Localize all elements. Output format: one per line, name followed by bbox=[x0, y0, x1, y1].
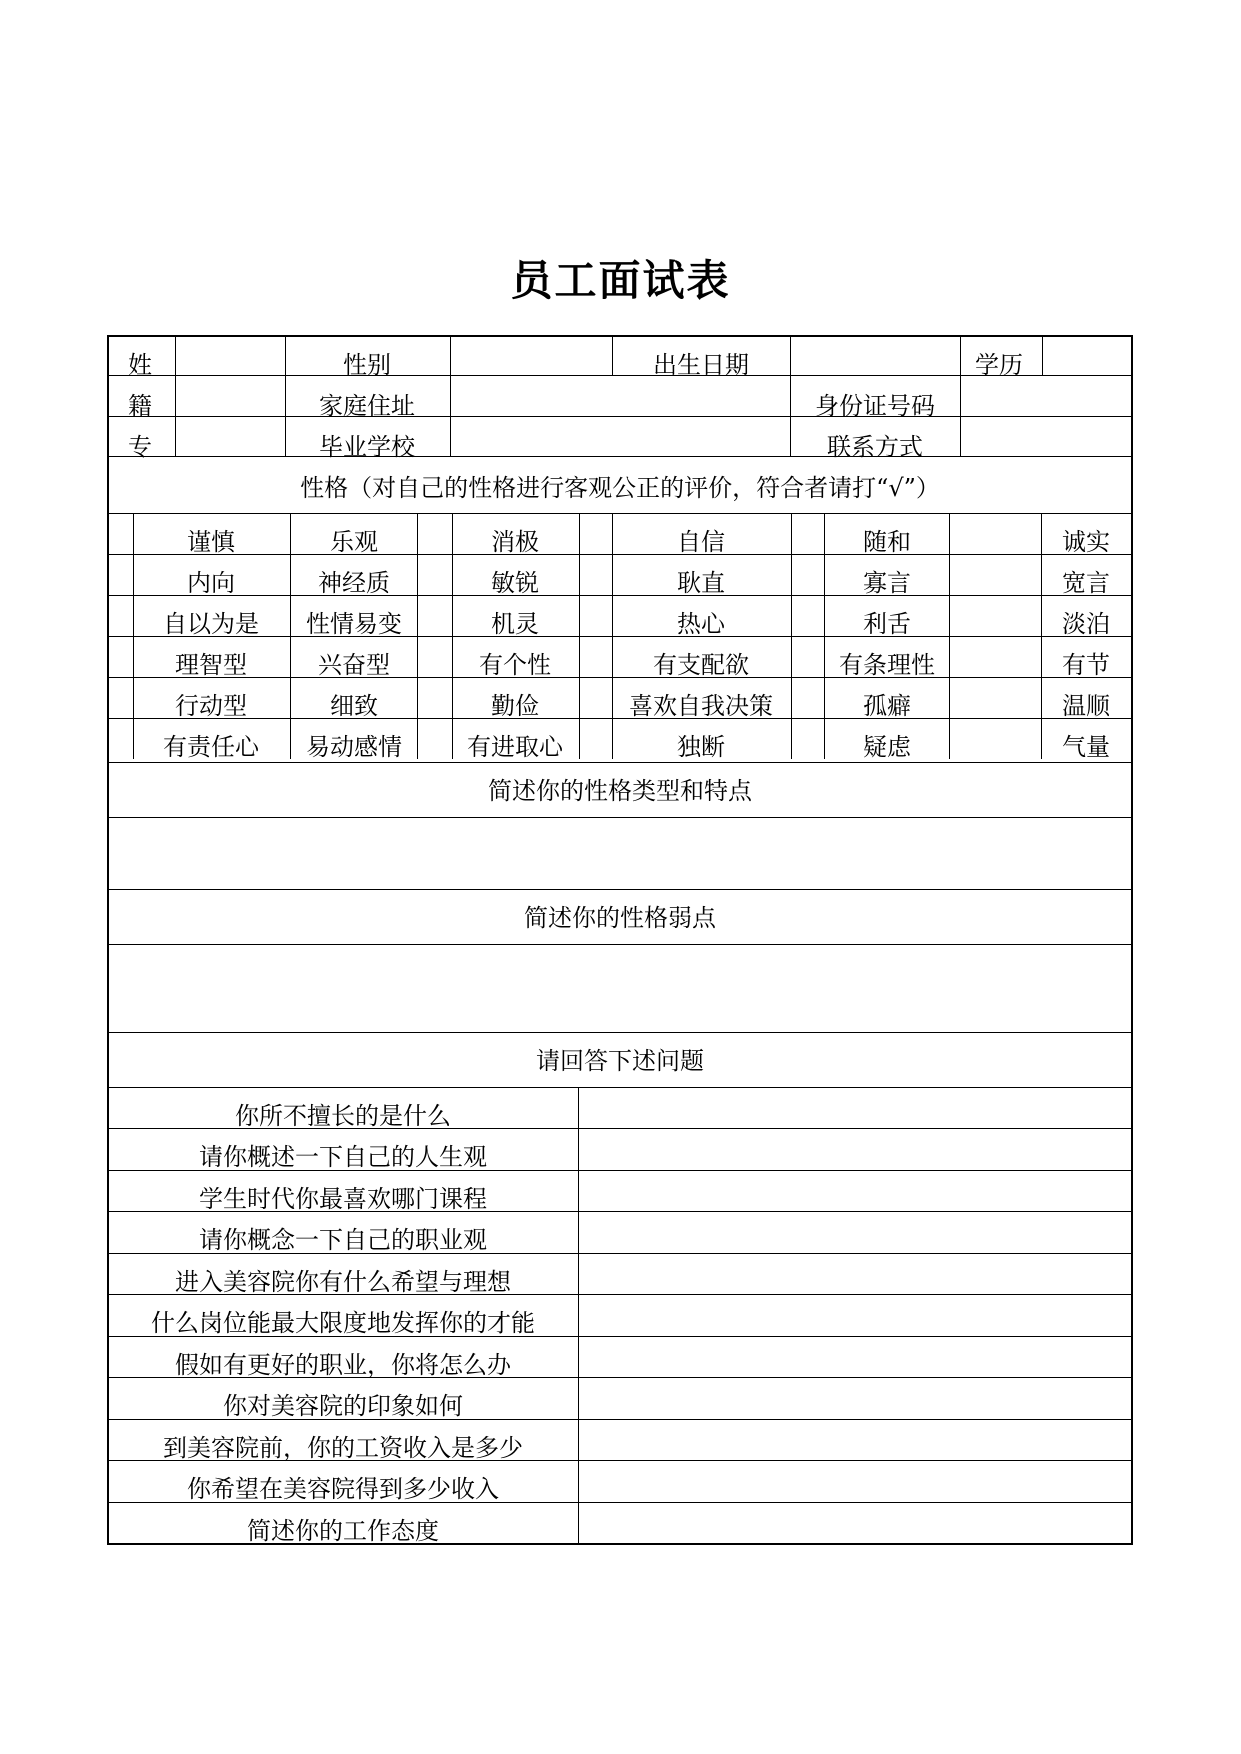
trait-check-cell[interactable] bbox=[580, 555, 612, 594]
gender-input[interactable] bbox=[451, 337, 611, 375]
school-label: 毕业学校 bbox=[319, 433, 415, 461]
trait-check-cell[interactable] bbox=[109, 514, 133, 553]
trait-label: 细致 bbox=[330, 692, 378, 720]
question-answer-field[interactable] bbox=[580, 1254, 1131, 1293]
trait-label: 神经质 bbox=[318, 569, 390, 597]
trait-label: 行动型 bbox=[175, 692, 247, 720]
trait-check-cell[interactable] bbox=[418, 678, 452, 717]
trait-label: 有条理性 bbox=[839, 651, 935, 679]
name-label: 姓 bbox=[128, 351, 152, 379]
question-answer-field[interactable] bbox=[580, 1129, 1131, 1168]
trait-label: 有进取心 bbox=[467, 733, 563, 761]
trait-label: 有支配欲 bbox=[653, 651, 749, 679]
trait-label: 孤癖 bbox=[863, 692, 911, 720]
trait-check-cell[interactable] bbox=[109, 555, 133, 594]
question-label: 请你概述一下自己的人生观 bbox=[199, 1143, 487, 1171]
question-label: 你所不擅长的是什么 bbox=[235, 1102, 451, 1130]
trait-check-cell[interactable] bbox=[418, 719, 452, 758]
trait-label: 宽言 bbox=[1062, 569, 1110, 597]
trait-label: 喜欢自我决策 bbox=[629, 692, 773, 720]
trait-check-cell[interactable] bbox=[950, 596, 1041, 635]
birth-date-input[interactable] bbox=[791, 337, 959, 375]
trait-check-cell[interactable] bbox=[792, 596, 824, 635]
trait-check-cell[interactable] bbox=[418, 514, 452, 553]
question-answer-field[interactable] bbox=[580, 1171, 1131, 1210]
trait-label: 易动感情 bbox=[306, 733, 402, 761]
question-label: 进入美容院你有什么希望与理想 bbox=[175, 1268, 511, 1296]
trait-label: 乐观 bbox=[330, 528, 378, 556]
weakness-answer-area[interactable] bbox=[109, 945, 1131, 1031]
trait-check-cell[interactable] bbox=[109, 719, 133, 758]
trait-check-cell[interactable] bbox=[580, 719, 612, 758]
trait-check-cell[interactable] bbox=[109, 678, 133, 717]
question-label: 请你概念一下自己的职业观 bbox=[199, 1226, 487, 1254]
trait-label: 理智型 bbox=[175, 651, 247, 679]
personality-header: 性格（对自己的性格进行客观公正的评价，符合者请打“√”） bbox=[300, 474, 940, 502]
trait-check-cell[interactable] bbox=[792, 555, 824, 594]
trait-check-cell[interactable] bbox=[418, 637, 452, 676]
trait-label: 内向 bbox=[187, 569, 235, 597]
question-label: 你希望在美容院得到多少收入 bbox=[187, 1475, 499, 1503]
trait-label: 疑虑 bbox=[863, 733, 911, 761]
trait-check-cell[interactable] bbox=[792, 719, 824, 758]
question-answer-field[interactable] bbox=[580, 1212, 1131, 1251]
trait-check-cell[interactable] bbox=[109, 637, 133, 676]
trait-check-cell[interactable] bbox=[950, 678, 1041, 717]
questions-section-title: 请回答下述问题 bbox=[536, 1047, 704, 1075]
contact-input[interactable] bbox=[961, 417, 1131, 455]
major-input[interactable] bbox=[176, 417, 284, 455]
name-input[interactable] bbox=[176, 337, 284, 375]
trait-label: 温顺 bbox=[1062, 692, 1110, 720]
question-label: 简述你的工作态度 bbox=[247, 1517, 439, 1545]
trait-label: 兴奋型 bbox=[318, 651, 390, 679]
trait-label: 勤俭 bbox=[491, 692, 539, 720]
trait-check-cell[interactable] bbox=[792, 514, 824, 553]
native-place-input[interactable] bbox=[176, 377, 284, 415]
trait-check-cell[interactable] bbox=[580, 678, 612, 717]
school-input[interactable] bbox=[451, 417, 789, 455]
trait-check-cell[interactable] bbox=[109, 596, 133, 635]
contact-label: 联系方式 bbox=[827, 433, 923, 461]
trait-label: 独断 bbox=[677, 733, 725, 761]
trait-check-cell[interactable] bbox=[418, 555, 452, 594]
native-place-label: 籍 bbox=[128, 392, 152, 420]
trait-check-cell[interactable] bbox=[950, 637, 1041, 676]
page-title: 员工面试表 bbox=[510, 256, 731, 305]
trait-label: 淡泊 bbox=[1062, 610, 1110, 638]
question-answer-field[interactable] bbox=[580, 1503, 1131, 1542]
trait-check-cell[interactable] bbox=[580, 596, 612, 635]
question-answer-field[interactable] bbox=[580, 1461, 1131, 1500]
trait-label: 消极 bbox=[491, 528, 539, 556]
type-answer-area[interactable] bbox=[109, 818, 1131, 888]
question-answer-field[interactable] bbox=[580, 1420, 1131, 1459]
trait-label: 随和 bbox=[863, 528, 911, 556]
education-label: 学历 bbox=[975, 351, 1023, 379]
question-label: 假如有更好的职业，你将怎么办 bbox=[175, 1351, 511, 1379]
trait-label: 性情易变 bbox=[306, 610, 402, 638]
major-label: 专 bbox=[128, 433, 152, 461]
question-answer-field[interactable] bbox=[580, 1378, 1131, 1417]
trait-label: 耿直 bbox=[677, 569, 725, 597]
trait-check-cell[interactable] bbox=[580, 637, 612, 676]
trait-label: 利舌 bbox=[863, 610, 911, 638]
home-address-label: 家庭住址 bbox=[319, 392, 415, 420]
trait-check-cell[interactable] bbox=[792, 637, 824, 676]
question-label: 什么岗位能最大限度地发挥你的才能 bbox=[151, 1309, 535, 1337]
question-answer-field[interactable] bbox=[580, 1295, 1131, 1334]
type-section-title: 简述你的性格类型和特点 bbox=[488, 777, 752, 805]
trait-label: 有节 bbox=[1062, 651, 1110, 679]
id-number-label: 身份证号码 bbox=[815, 392, 935, 420]
question-answer-field[interactable] bbox=[580, 1337, 1131, 1376]
birth-date-label: 出生日期 bbox=[653, 351, 749, 379]
home-address-input[interactable] bbox=[451, 377, 789, 415]
trait-label: 自以为是 bbox=[163, 610, 259, 638]
trait-label: 气量 bbox=[1062, 733, 1110, 761]
trait-label: 自信 bbox=[677, 528, 725, 556]
trait-label: 谨慎 bbox=[187, 528, 235, 556]
trait-check-cell[interactable] bbox=[580, 514, 612, 553]
trait-label: 机灵 bbox=[491, 610, 539, 638]
weakness-section-title: 简述你的性格弱点 bbox=[524, 904, 716, 932]
education-input[interactable] bbox=[1043, 337, 1131, 375]
trait-label: 有个性 bbox=[479, 651, 551, 679]
question-answer-field[interactable] bbox=[580, 1088, 1131, 1127]
trait-check-cell[interactable] bbox=[950, 719, 1041, 758]
question-label: 你对美容院的印象如何 bbox=[223, 1392, 463, 1420]
gender-label: 性别 bbox=[343, 351, 391, 379]
trait-check-cell[interactable] bbox=[792, 678, 824, 717]
question-label: 到美容院前，你的工资收入是多少 bbox=[163, 1434, 523, 1462]
trait-label: 热心 bbox=[677, 610, 725, 638]
id-number-input[interactable] bbox=[961, 377, 1131, 415]
question-label: 学生时代你最喜欢哪门课程 bbox=[199, 1185, 487, 1213]
trait-label: 诚实 bbox=[1062, 528, 1110, 556]
trait-check-cell[interactable] bbox=[950, 555, 1041, 594]
trait-check-cell[interactable] bbox=[418, 596, 452, 635]
trait-label: 敏锐 bbox=[491, 569, 539, 597]
trait-check-cell[interactable] bbox=[950, 514, 1041, 553]
trait-label: 寡言 bbox=[863, 569, 911, 597]
trait-label: 有责任心 bbox=[163, 733, 259, 761]
